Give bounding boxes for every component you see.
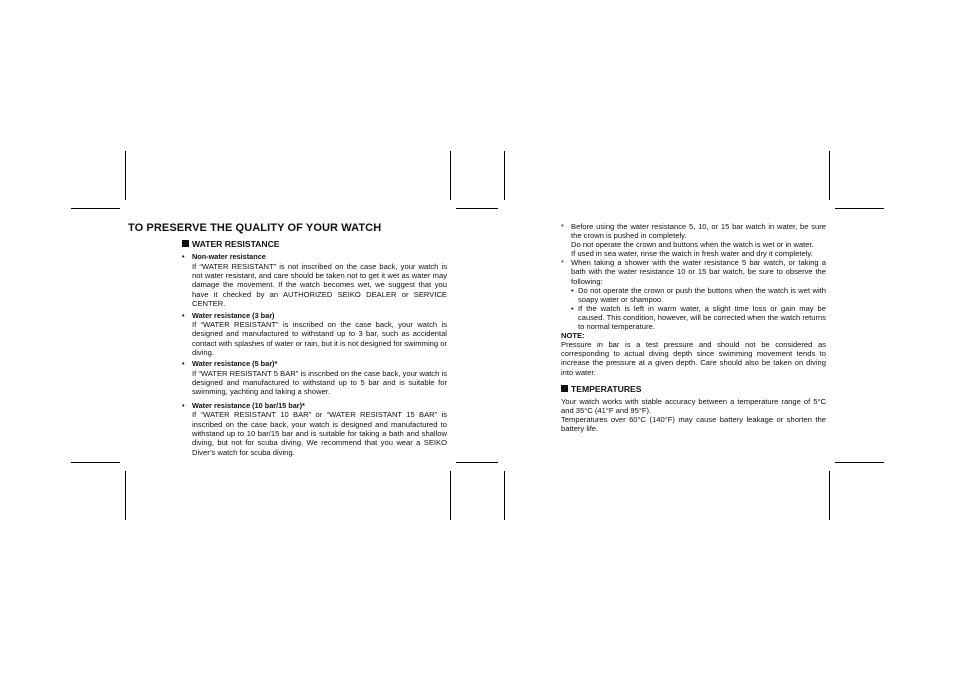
item-title: Water resistance (3 bar) xyxy=(192,310,275,320)
item-body: If “WATER RESISTANT” is not inscribed on the case back, your watch is not water resistant, and care should be taken not to get it wet as water may damage the movement. If the watch becomes wet, we suggest that you have it checked by an AUTHORIZED SEIKO DEALER or SERVICE CENTER. xyxy=(192,261,447,309)
asterisk-icon: * xyxy=(561,258,564,268)
temperatures-section xyxy=(561,385,826,433)
list-item xyxy=(182,359,447,396)
footnote-text: When taking a shower with the water resistance 5 bar watch, or taking a bath with the water resistance 10 or 15 bar watch, be sure to observe the following: xyxy=(571,258,826,286)
list-item-text: Do not operate the crown or push the buttons when the watch is wet with soapy water or shampoo. xyxy=(578,285,826,304)
right-page-content xyxy=(561,222,826,433)
item-title: Water resistance (10 bar/15 bar)* xyxy=(192,400,305,410)
bullet-icon: • xyxy=(182,400,185,410)
crop-mark xyxy=(835,208,884,209)
crop-mark xyxy=(835,462,884,463)
temperatures-text: Temperatures over 60°C (140°F) may cause battery leakage or shorten the battery life. xyxy=(561,414,826,433)
crop-mark xyxy=(456,208,498,209)
bullet-icon: • xyxy=(182,252,185,262)
crop-mark xyxy=(829,151,830,200)
footnote-text: Do not operate the crown and buttons when the watch is wet or in water. xyxy=(571,240,814,250)
list-item xyxy=(182,401,447,457)
bullet-icon: • xyxy=(571,285,574,295)
footnote-item xyxy=(561,258,826,285)
crop-mark xyxy=(456,462,498,463)
item-title: Non-water resistance xyxy=(192,252,266,262)
list-item xyxy=(561,286,826,304)
footnote-text: Before using the water resistance 5, 10, or 15 bar watch in water, be sure the crown is pushed in completely. xyxy=(571,222,826,241)
square-bullet-icon xyxy=(561,385,568,392)
list-item xyxy=(182,311,447,358)
list-item xyxy=(182,252,447,308)
crop-mark xyxy=(125,471,126,520)
section-heading-water-resistance: WATER RESISTANCE xyxy=(182,240,447,249)
crop-mark xyxy=(125,151,126,200)
note-text: Pressure in bar is a test pressure and should not be considered as corresponding to actual diving depth since swimming movement tends to increase the pressure at a given depth. Care should also be taken on diving into water. xyxy=(561,340,826,377)
list-item-text: If the watch is left in warm water, a slight time loss or gain may be caused. This condition, however, will be corrected when the watch returns to normal temperature. xyxy=(578,303,826,332)
item-body: If “WATER RESISTANT” is inscribed on the case back, your watch is designed and manufactured to withstand up to 3 bar, such as accidental contact with splashes of water or rain, but it is not designed for swimming or diving. xyxy=(192,319,447,358)
section-heading-temperatures: TEMPERATURES xyxy=(561,385,826,394)
footnote-text: If used in sea water, rinse the watch in fresh water and dry it completely. xyxy=(571,249,813,259)
crop-mark xyxy=(71,462,120,463)
crop-mark xyxy=(829,471,830,520)
asterisk-icon: * xyxy=(561,222,564,231)
square-bullet-icon xyxy=(182,240,189,247)
item-body: If “WATER RESISTANT 10 BAR” or “WATER RESISTANT 15 BAR” is inscribed on the case back, your watch is designed and manufactured to withstand up to 10 bar/15 bar and is suitable for taking a bath and shallow diving, but not for scuba diving. We recommend that you wear a SEIKO Diver’s watch for scuba diving. xyxy=(192,410,447,457)
temperatures-text: Your watch works with stable accuracy between a temperature range of 5°C and 35°C (41°F and 95°F). xyxy=(561,396,826,415)
note-label: NOTE: xyxy=(561,331,585,341)
crop-mark xyxy=(71,208,120,209)
item-body: If “WATER RESISTANT 5 BAR” is inscribed on the case back, your watch is designed and manufactured to withstand up to 5 bar and is suitable for swimming, yachting and taking a shower. xyxy=(192,368,447,397)
page-title: TO PRESERVE THE QUALITY OF YOUR WATCH xyxy=(128,222,382,234)
crop-mark xyxy=(504,151,505,200)
crop-mark xyxy=(504,471,505,520)
item-title: Water resistance (5 bar)* xyxy=(192,359,278,369)
list-item xyxy=(561,304,826,331)
left-page-content xyxy=(182,240,447,459)
crop-mark xyxy=(450,471,451,520)
footnote-item xyxy=(561,222,826,258)
bullet-icon: • xyxy=(182,359,185,369)
bullet-icon: • xyxy=(571,303,574,313)
crop-mark xyxy=(450,151,451,200)
bullet-icon: • xyxy=(182,310,185,320)
